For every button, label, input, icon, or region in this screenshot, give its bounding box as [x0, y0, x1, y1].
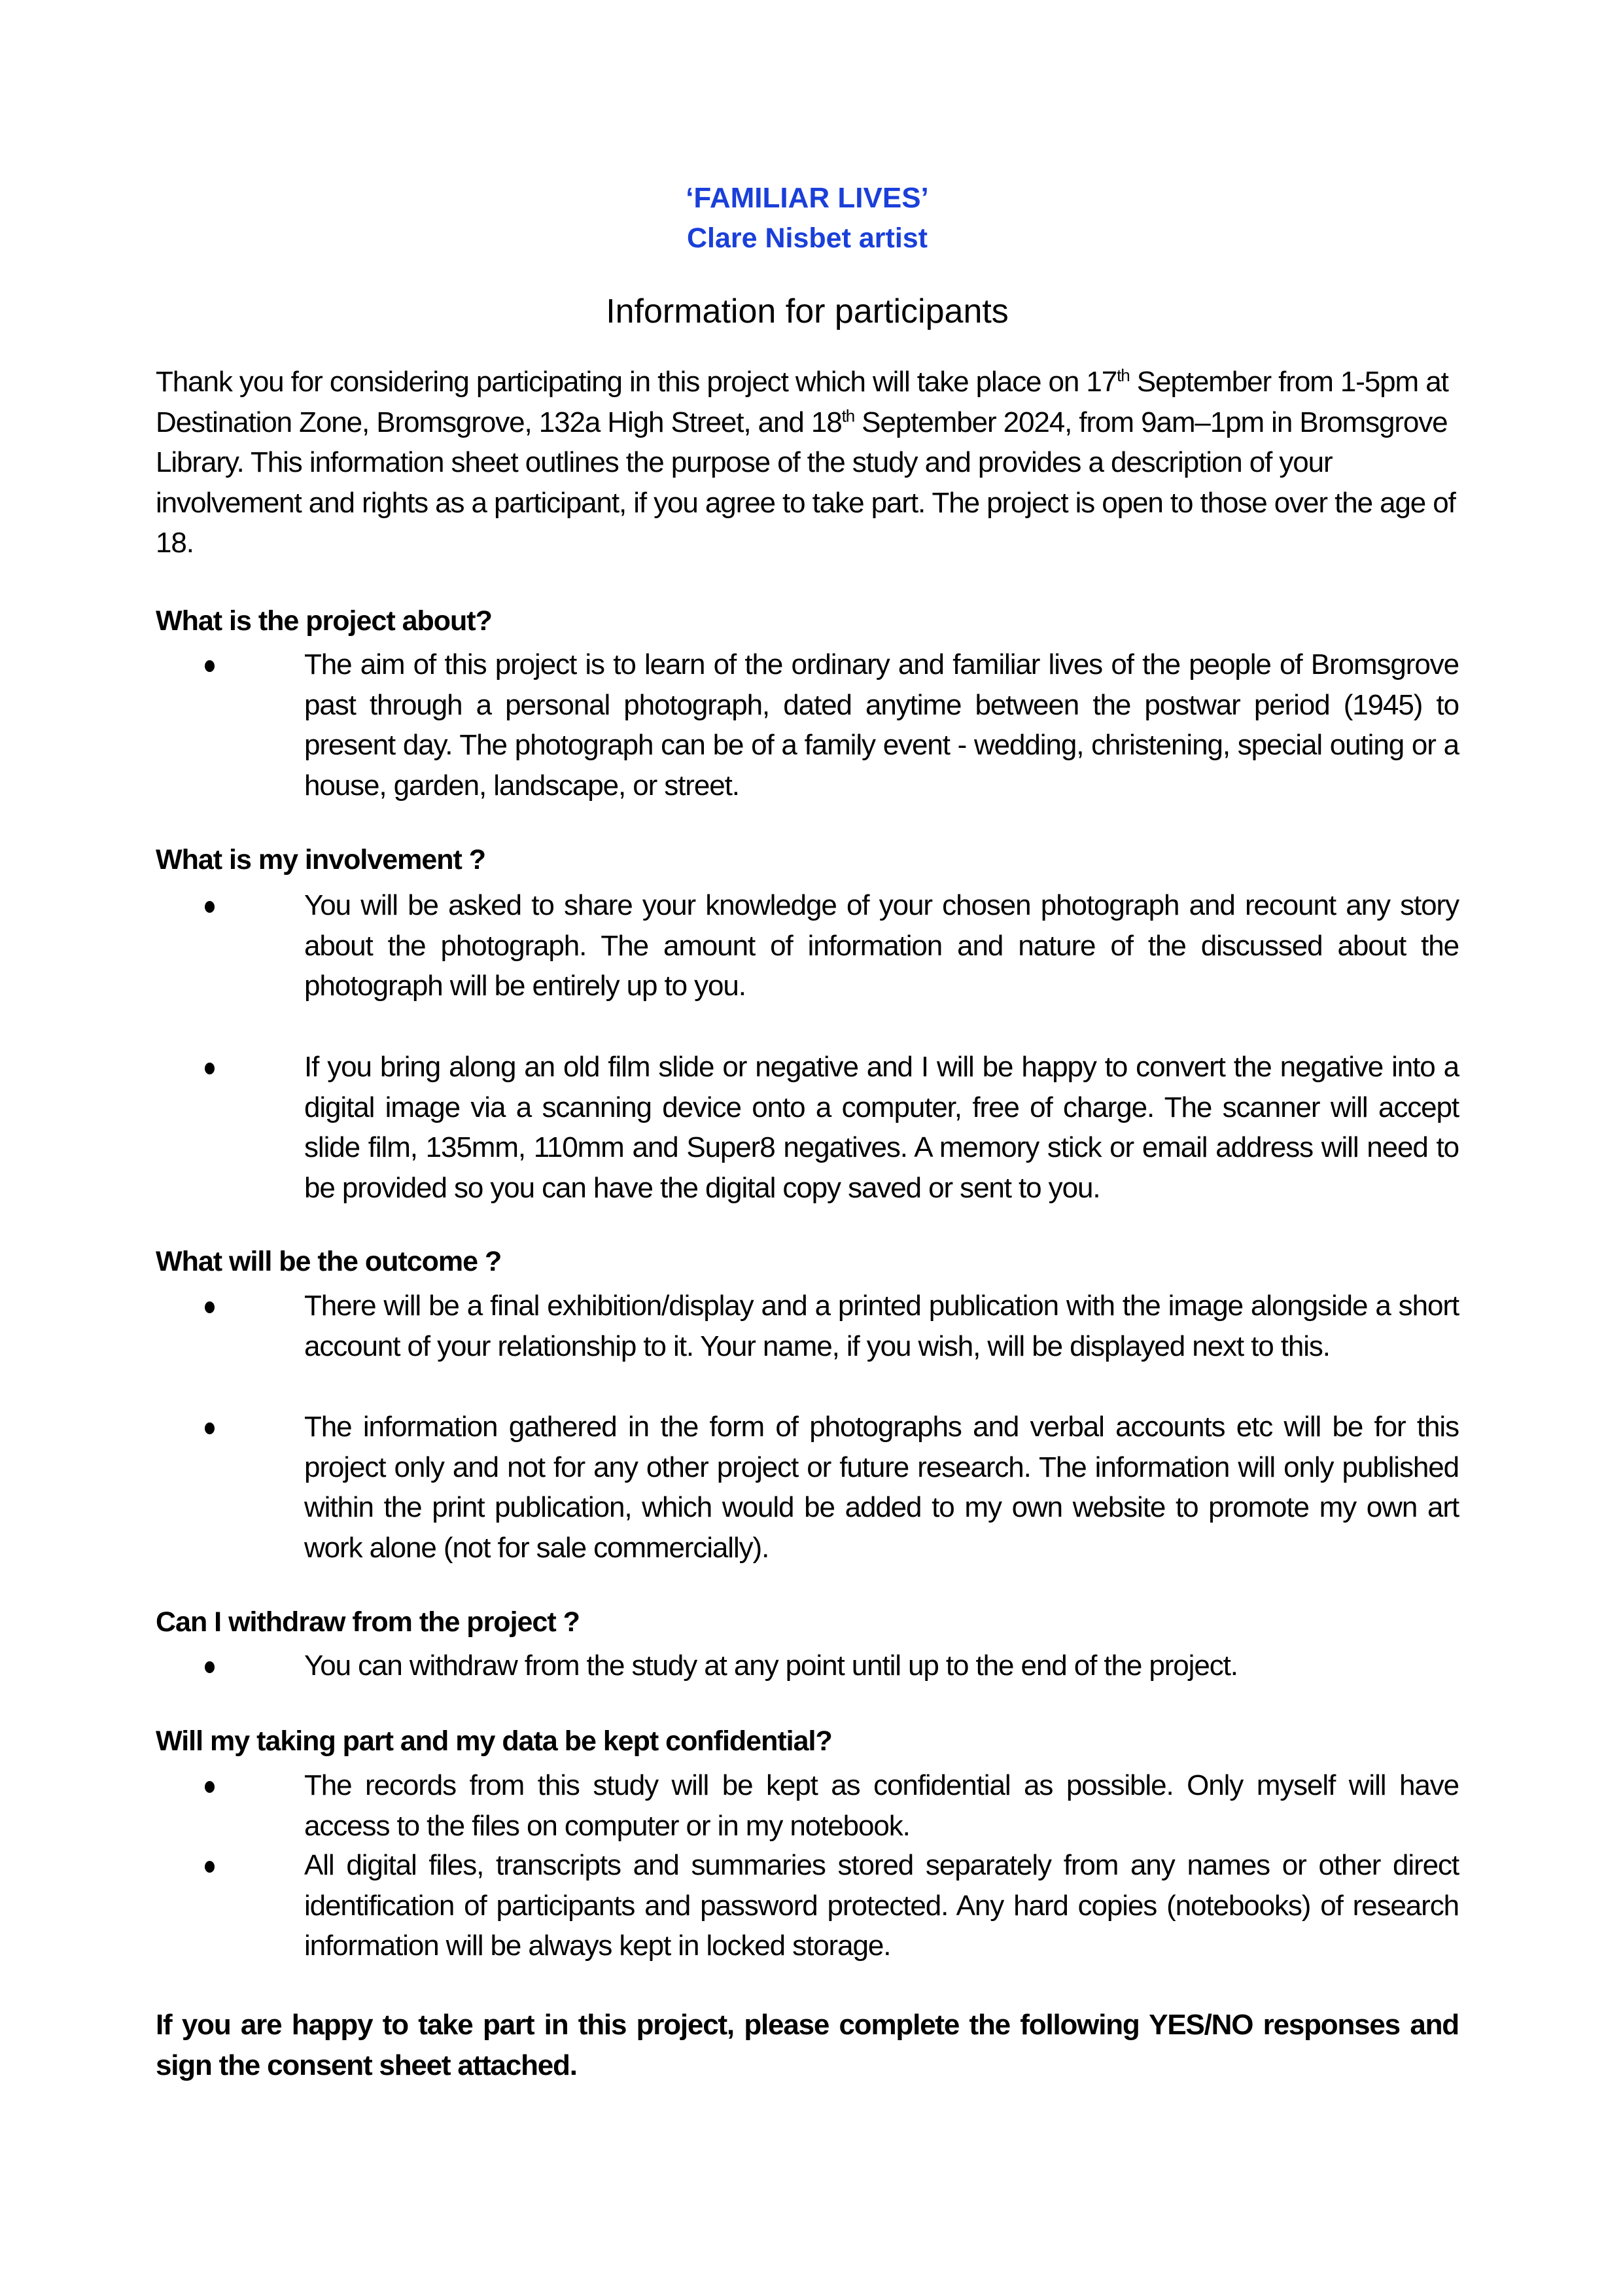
section-heading-about: What is the project about?: [156, 605, 492, 637]
bullet-icon: [205, 660, 215, 672]
ordinal-suffix: th: [1117, 365, 1130, 385]
list-item-text: If you bring along an old film slide or negative and I will be happy to convert the negative into a digital image via a scanning device onto a computer, free of charge. The scanner will accept slide film, 135mm, 110mm and Super8 negatives. A memory stick or email address will need to be provided so you can have the digital copy saved or sent to you.: [304, 1051, 1459, 1204]
section-heading-withdraw: Can I withdraw from the project ?: [156, 1606, 580, 1638]
intro-paragraph: [156, 362, 1459, 563]
list-item-text: The records from this study will be kept as confidential as possible. Only myself will have access to the files on computer or in my notebook.: [304, 1769, 1459, 1842]
intro-text-2: September from 1-5pm at Destination Zone, Bromsgrove, 132a High Street, and 18: [156, 366, 1448, 438]
intro-text-1: Thank you for considering participating in this project which will take place on 17: [156, 366, 1117, 398]
section-heading-confidential: Will my taking part and my data be kept confidential?: [156, 1725, 832, 1757]
list-item-text: There will be a final exhibition/display and a printed publication with the image alongside a short account of your relationship to it. Your name, if you wish, will be displayed next to this.: [304, 1290, 1459, 1362]
section-heading-outcome: What will be the outcome ?: [156, 1246, 502, 1277]
bullet-icon: [205, 1063, 215, 1074]
list-item-text: You will be asked to share your knowledge of your chosen photograph and recount any story about the photograph. The amount of information and nature of the discussed about the photograph will be entirely up to you.: [304, 889, 1459, 1002]
list-item-text: The aim of this project is to learn of the ordinary and familiar lives of the people of Bromsgrove past through a personal photograph, dated anytime between the postwar period (1945) to present day. The photograph can be of a family event - wedding, christening, special outing or a house, garden, landscape, or street.: [304, 648, 1459, 802]
section-heading-involvement: What is my involvement ?: [156, 844, 486, 875]
list-item-text: The information gathered in the form of photographs and verbal accounts etc will be for this project only and not for any other project or future research. The information will only published within the print publication, which would be added to my own website to promote my own art work alone (not for sale commercially).: [304, 1411, 1459, 1564]
artist-name: Clare Nisbet artist: [686, 222, 928, 254]
ordinal-suffix: th: [841, 405, 855, 425]
bullet-icon: [205, 1301, 215, 1313]
intro-text-3: September 2024, from 9am–1pm in Bromsgrove Library. This information sheet outlines the purpose of the study and provides a description of your involvement and rights as a participant, if you agree to take part. The project is open to those over the age of 18.: [156, 406, 1456, 559]
bullet-icon: [205, 1861, 215, 1873]
page-title: Information for participants: [606, 292, 1009, 330]
bullet-icon: [205, 901, 215, 913]
list-item-text: All digital files, transcripts and summaries stored separately from any names or other direct identification of participants and password protected. Any hard copies (notebooks) of research information will be always kept in locked storage.: [304, 1849, 1459, 1962]
bullet-icon: [205, 1422, 215, 1434]
bullet-icon: [205, 1661, 215, 1673]
bullet-icon: [205, 1781, 215, 1793]
list-item-text: You can withdraw from the study at any point until up to the end of the project.: [304, 1650, 1238, 1682]
project-title: ‘FAMILIAR LIVES’: [686, 182, 929, 214]
closing-statement: If you are happy to take part in this project, please complete the following YES/NO responses and sign the consent sheet attached.: [156, 2009, 1459, 2081]
